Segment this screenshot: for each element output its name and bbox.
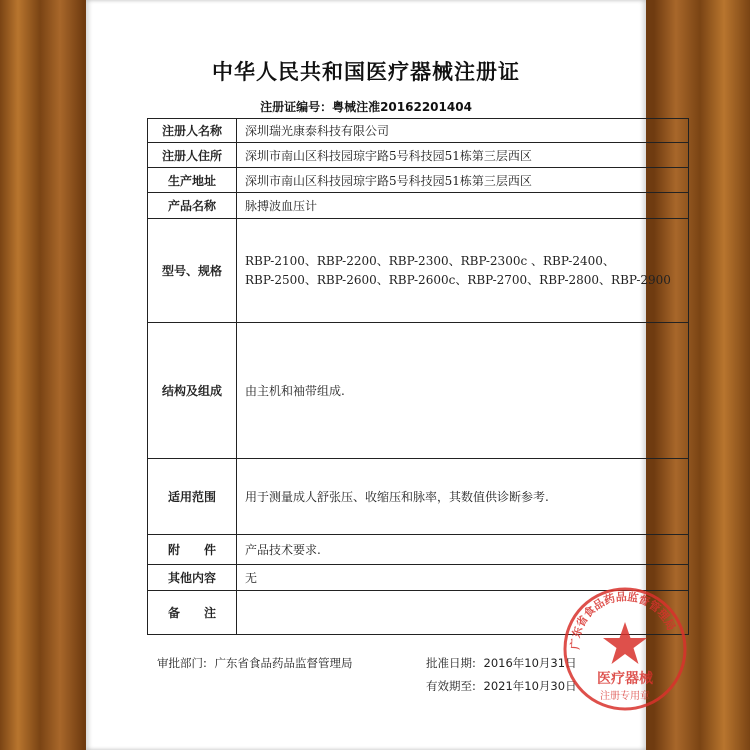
approver-label: 审批部门: (157, 656, 207, 670)
certificate-table (147, 118, 689, 635)
seal-center-text: 医疗器械 (597, 671, 653, 687)
row-label: 适用范围 (148, 459, 237, 535)
row-label: 结构及组成 (148, 323, 237, 459)
certificate-paper (86, 0, 678, 750)
row-label: 产品名称 (148, 193, 237, 219)
row-label: 附 件 (148, 535, 237, 565)
table-row (148, 168, 689, 193)
row-value: 用于测量成人舒张压、收缩压和脉率，其数值供诊断参考. (237, 459, 689, 535)
official-seal (560, 584, 690, 714)
row-value: 脉搏波血压计 (237, 193, 689, 219)
table-row (148, 119, 689, 143)
valid-until-label: 有效期至: (426, 679, 476, 693)
seal-bottom-text: 注册专用章 (600, 691, 650, 702)
row-label: 注册人住所 (148, 143, 237, 168)
row-label: 生产地址 (148, 168, 237, 193)
star-icon (603, 622, 647, 664)
row-label: 注册人名称 (148, 119, 237, 143)
table-row (148, 143, 689, 168)
approver (157, 655, 353, 671)
registration-number (86, 98, 646, 115)
row-value: 深圳市南山区科技园琼宇路5号科技园51栋第三层西区 (237, 143, 689, 168)
table-row (148, 459, 689, 535)
row-value: 产品技术要求. (237, 535, 689, 565)
table-row (148, 535, 689, 565)
row-value: 深圳瑞光康泰科技有限公司 (237, 119, 689, 143)
approver-value: 广东省食品药品监督管理局 (214, 656, 353, 670)
row-label: 其他内容 (148, 565, 237, 591)
row-value-models: RBP-2100、RBP-2200、RBP-2300、RBP-2300c 、RBP-2400、 RBP-2500、RBP-2600、RBP-2600c、RBP-2700、RBP-2800、RBP-2900 (237, 219, 689, 323)
table-row (148, 193, 689, 219)
seal-arc-text: 广东省食品药品监督管理局 (568, 590, 678, 650)
row-value: 深圳市南山区科技园琼宇路5号科技园51栋第三层西区 (237, 168, 689, 193)
registration-value: 粤械注准20162201404 (332, 100, 472, 114)
row-label: 备 注 (148, 591, 237, 635)
registration-label: 注册证编号： (260, 100, 333, 114)
row-label: 型号、规格 (148, 219, 237, 323)
table-row (148, 323, 689, 459)
valid-until-value: 2021年10月30日 (483, 679, 577, 693)
page-title: 中华人民共和国医疗器械注册证 (212, 60, 520, 84)
approval-date-label: 批准日期: (426, 656, 476, 670)
approval-date-value: 2016年10月31日 (483, 656, 577, 670)
row-value: 无 (237, 565, 689, 591)
valid-until (426, 678, 577, 694)
row-value: 由主机和袖带组成. (237, 323, 689, 459)
approval-date (426, 655, 577, 671)
table-row (148, 219, 689, 323)
